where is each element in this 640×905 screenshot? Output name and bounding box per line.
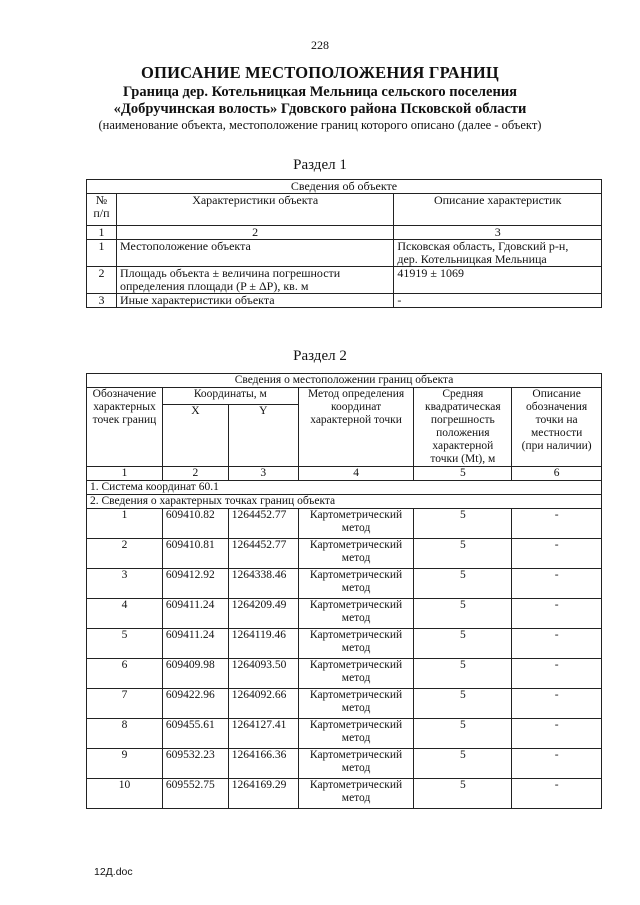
table-row: 2 Площадь объекта ± величина погрешности определения площади (P ± ΔP), кв. м 41919 ± 1069 [87,267,602,294]
table-row: 8 609455.61 1264127.41 Картометрический метод 5 - [87,719,602,749]
boundary-points-table [86,373,602,809]
header-x: X [162,405,228,467]
section1-title: Раздел 1 [293,157,347,173]
table-row: 1 609410.82 1264452.77 Картометрический метод 5 - [87,509,602,539]
header-method: Метод определения координат характерной точки [298,388,414,467]
header-num: № п/п [87,194,117,226]
col-num: 2 [162,467,228,481]
col-num: 3 [228,467,298,481]
col-num: 2 [116,226,393,240]
table-row: 2 609410.81 1264452.77 Картометрический метод 5 - [87,539,602,569]
table-row: 3 Иные характеристики объекта - [87,294,602,308]
header-designation: Обозначение характерных точек границ [87,388,163,467]
coordinate-system-row: 1. Система координат 60.1 [87,481,602,495]
col-num: 4 [298,467,414,481]
table-row: 4 609411.24 1264209.49 Картометрический метод 5 - [87,599,602,629]
header-characteristic: Характеристики объекта [116,194,393,226]
table-title: Сведения о местоположении границ объекта [87,374,602,388]
object-name-line1: Граница дер. Котельницкая Мельница сельского поселения [122,84,518,100]
header-y: Y [228,405,298,467]
page-number: 228 [311,38,329,52]
section2-title: Раздел 2 [293,348,347,364]
document-title: ОПИСАНИЕ МЕСТОПОЛОЖЕНИЯ ГРАНИЦ [141,63,499,82]
header-description: Описание характеристик [394,194,602,226]
header-error: Средняя квадратическая погрешность положения характерной точки (Mt), м [414,388,512,467]
object-name-line2: «Добручинская волость» Гдовского района Псковской области [113,101,527,117]
header-coordinates: Координаты, м [162,388,298,405]
table-title: Сведения об объекте [87,180,602,194]
col-num: 1 [87,467,163,481]
table-row: 10 609552.75 1264169.29 Картометрический метод 5 - [87,779,602,809]
col-num: 6 [512,467,602,481]
file-name-footer: 12Д.doc [94,866,133,878]
object-info-table [86,179,602,308]
table-row: 1 Местоположение объекта Псковская область, Гдовский р-н, дер. Котельницкая Мельница [87,240,602,267]
table-row: 3 609412.92 1264338.46 Картометрический метод 5 - [87,569,602,599]
object-note: (наименование объекта, местоположение границ которого описано (далее - объект) [98,118,542,132]
col-num: 1 [87,226,117,240]
col-num: 5 [414,467,512,481]
col-num: 3 [394,226,602,240]
table-row: 9 609532.23 1264166.36 Картометрический метод 5 - [87,749,602,779]
points-section-row: 2. Сведения о характерных точках границ объекта [87,495,602,509]
header-point-description: Описание обозначения точки на местности (при наличии) [512,388,602,467]
table-row: 6 609409.98 1264093.50 Картометрический метод 5 - [87,659,602,689]
table-row: 5 609411.24 1264119.46 Картометрический метод 5 - [87,629,602,659]
table-row: 7 609422.96 1264092.66 Картометрический метод 5 - [87,689,602,719]
